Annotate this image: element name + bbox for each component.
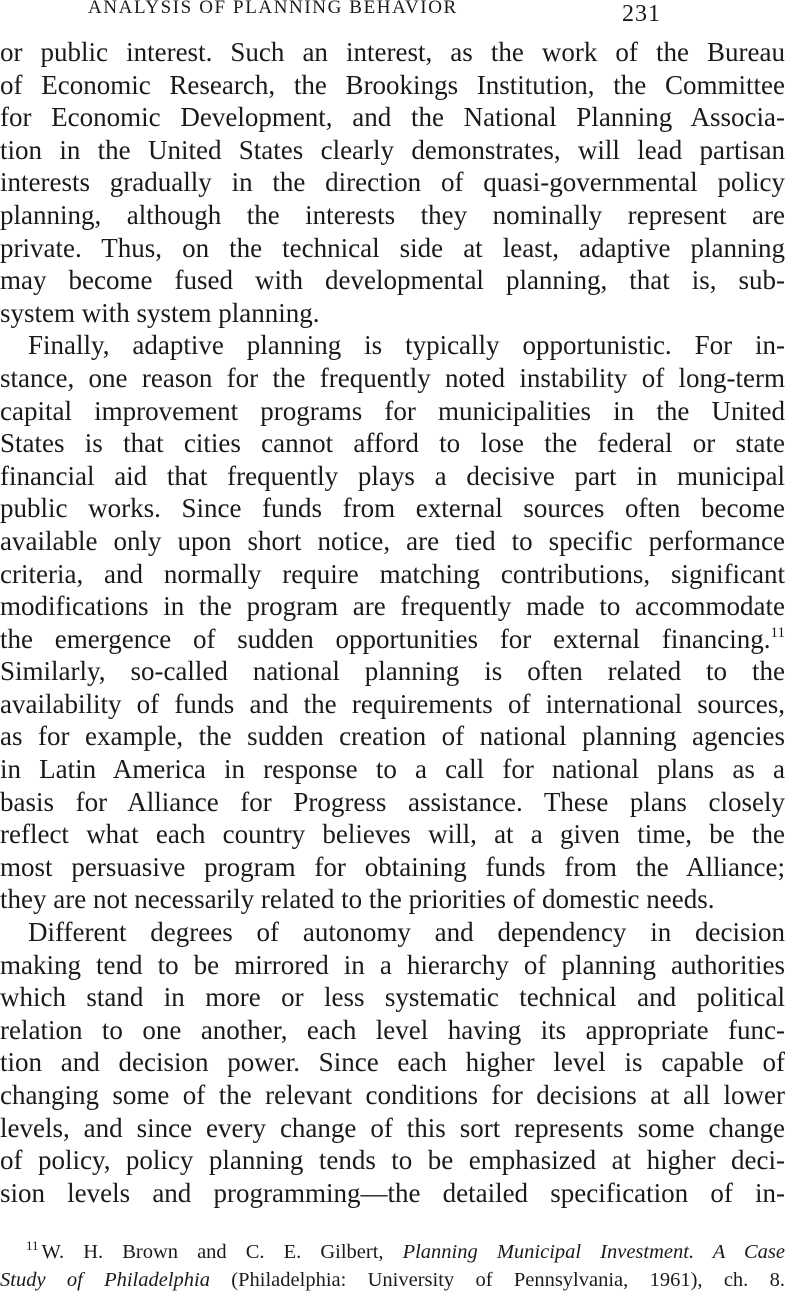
text-line: or public interest. Such an interest, as the work of the Bureau [0,37,785,67]
footnote-line [0,1238,785,1266]
text-line: modifications in the program are frequently made to accommodate [0,591,785,622]
text-line: making tend to be mirrored in a hierarchy of planning authorities [0,949,785,980]
text-line: most persuasive program for obtaining funds from the Alliance; [0,851,785,882]
page-number: 231 [622,1,661,27]
text-line: of Economic Research, the Brookings Institution, the Committee [0,69,785,100]
text-line: criteria, and normally require matching contributions, significant [0,558,785,589]
text-line: Similarly, so-called national planning is often related to the [0,656,785,687]
text-line: reflect what each country believes will, at a given time, be the [0,819,785,850]
text-line: private. Thus, on the technical side at least, adaptive planning [0,232,785,263]
text-line: stance, one reason for the frequently noted instability of long-term [0,362,785,393]
text-line: levels, and since every change of this sort represents some change [0,1112,785,1143]
text-line: Different degrees of autonomy and dependency in decision [28,917,785,948]
text-line: for Economic Development, and the National Planning Associa- [0,102,785,133]
text-line: relation to one another, each level having its appropriate func- [0,1014,785,1045]
text-line: interests gradually in the direction of quasi-governmental policy [0,167,785,198]
paragraph-2 [0,329,785,916]
text-line: they are not necessarily related to the priorities of domestic needs. [0,884,715,915]
text-line-with-footnote [0,623,785,656]
text-line: available only upon short notice, are tied to specific performance [0,525,785,556]
footnote-publication: (Philadelphia: University of Pennsylvania, 1961), ch. 8. [210,1269,785,1291]
text-line: States is that cities cannot afford to lose the federal or state [0,428,785,459]
paragraph-1 [0,36,785,329]
text-line: availability of funds and the requirements of international sources, [0,688,785,719]
text-line: changing some of the relevant conditions for decisions at all lower [0,1080,785,1110]
footnote-authors: W. H. Brown and C. E. Gilbert, [41,1241,403,1263]
footnote-line [0,1266,785,1294]
text-line: may become fused with developmental planning, that is, sub- [0,265,785,296]
text-line: capital improvement programs for municipalities in the United [0,395,785,426]
text-line: system with system planning. [0,297,320,328]
footnote-title: Planning Municipal Investment. A Case [402,1241,785,1263]
text-line: in Latin America in response to a call for national plans as a [0,754,785,785]
text-line: tion in the United States clearly demonstrates, will lead partisan [0,134,785,165]
text-line: planning, although the interests they nominally represent are [0,199,785,230]
text-line: as for example, the sudden creation of national planning agencies [0,721,785,752]
text-line: basis for Alliance for Progress assistance. These plans closely [0,786,785,817]
text-line: financial aid that frequently plays a decisive part in municipal [0,460,785,491]
footnote-marker: 11 [26,1238,39,1253]
text-line: of policy, policy planning tends to be emphasized at higher deci- [0,1145,785,1176]
text-line-content: the emergence of sudden opportunities for external financing. [0,623,771,654]
text-line: tion and decision power. Since each higher level is capable of [0,1047,785,1078]
text-line: public works. Since funds from external sources often become [0,493,785,524]
footnote [0,1238,785,1294]
paragraph-3 [0,916,785,1209]
footnote-reference[interactable]: 11 [770,624,785,641]
text-line: which stand in more or less systematic technical and political [0,982,785,1013]
running-head: ANALYSIS OF PLANNING BEHAVIOR [88,0,458,18]
text-line: sion levels and programming—the detailed specification of in- [0,1177,785,1208]
body-text [0,36,785,1209]
footnote-title-continued: Study of Philadelphia [0,1269,210,1291]
text-line: Finally, adaptive planning is typically opportunistic. For in- [28,330,785,361]
